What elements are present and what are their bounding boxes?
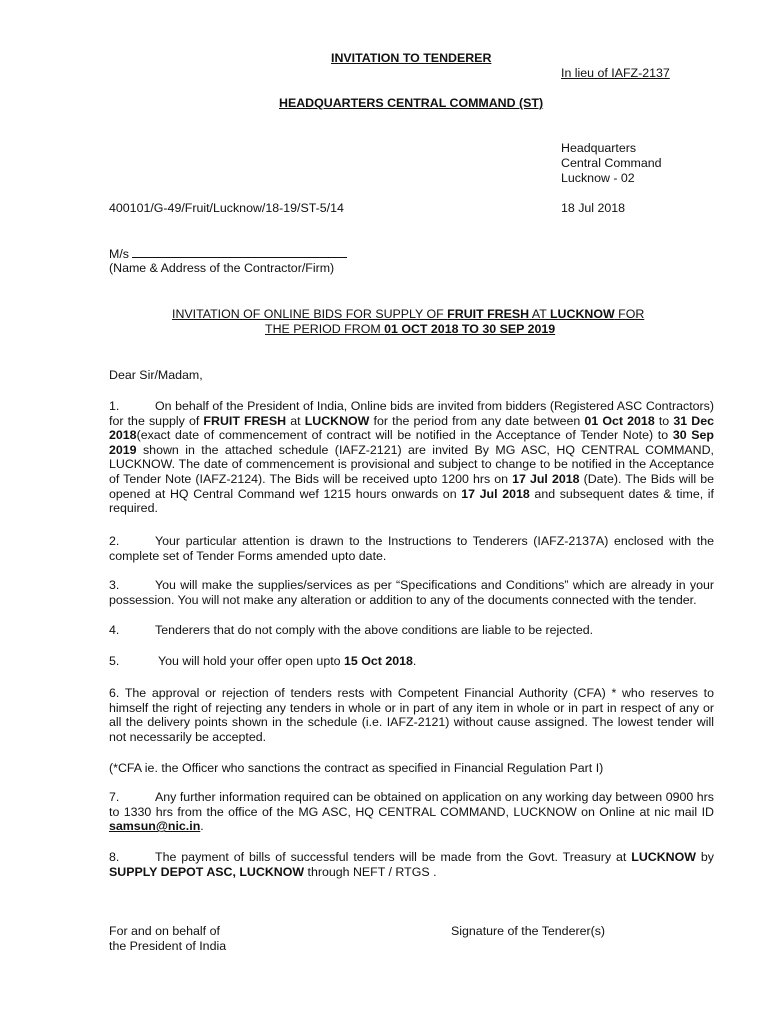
paragraph-8 <box>109 850 714 879</box>
subject-prefix: INVITATION OF ONLINE BIDS FOR SUPPLY OF <box>172 307 448 321</box>
p1-text-4: to <box>654 413 674 428</box>
p8-text-3: through NEFT / RTGS . <box>304 864 437 879</box>
p1-opening-date: 17 Jul 2018 <box>461 486 530 501</box>
subject-place: LUCKNOW <box>549 307 615 321</box>
address-line-1: Headquarters <box>561 141 637 155</box>
paragraph-number: 3. <box>109 578 120 592</box>
p5-date: 15 Oct 2018 <box>344 654 413 668</box>
p1-text-2: at <box>286 413 305 428</box>
addressee-line <box>109 246 347 262</box>
p1-text-7: (Date). The Bids will be opened at HQ Central Command wef 1215 hours onwards on <box>109 471 714 501</box>
p5-text: You will hold your offer open upto <box>158 654 344 668</box>
in-lieu-note: In lieu of IAFZ-2137 <box>561 66 670 80</box>
signatory-line-2: the President of India <box>109 939 227 953</box>
subject-period-prefix: THE PERIOD FROM <box>265 322 385 336</box>
p2-text: Your particular attention is drawn to the Instructions to Tenderers (IAFZ-2137A) enclosed with the complete set of Tender Forms amended upto date. <box>109 534 714 563</box>
paragraph-2 <box>109 534 714 563</box>
subject-for: FOR <box>614 307 645 321</box>
paragraph-6 <box>109 686 714 744</box>
p4-text: Tenderers that do not comply with the above conditions are liable to be rejected. <box>155 623 594 637</box>
paragraph-4 <box>109 623 714 638</box>
signatory-line-1: For and on behalf of <box>109 924 220 938</box>
p1-text-6: shown in the attached schedule (IAFZ-2121) are invited By MG ASC, HQ CENTRAL COMMAND, LUCKNOW. The date of commencement is provisional and subject to change to be notified in the Acceptance of Tender Note (IAFZ-2124). The Bids will be received upto 1200 hrs on <box>109 442 714 486</box>
p1-text-5: (exact date of commencement of contract will be notified in the Acceptance of Tender Note) to <box>136 428 673 443</box>
paragraph-number: 7. <box>109 790 120 804</box>
address-line-2: Central Command <box>561 156 662 170</box>
p5-end: . <box>412 654 417 668</box>
paragraph-number: 8. <box>109 850 120 864</box>
document-title: INVITATION TO TENDERER <box>331 51 492 65</box>
addressee-caption: (Name & Address of the Contractor/Firm) <box>109 261 335 275</box>
p1-start-date: 01 Oct 2018 <box>584 413 655 428</box>
p1-text-1: On behalf of the President of India, Online bids are invited from bidders (Registered ASC Contractors) for the supply of <box>109 399 714 428</box>
salutation: Dear Sir/Madam, <box>109 368 203 382</box>
letter-date: 18 Jul 2018 <box>561 201 626 215</box>
p1-place: LUCKNOW <box>304 413 370 428</box>
p1-item: FRUIT FRESH <box>203 413 287 428</box>
reference-number: 400101/G-49/Fruit/Lucknow/18-19/ST-5/14 <box>109 201 344 215</box>
paragraph-number: 2. <box>109 534 120 548</box>
p1-receipt-date: 17 Jul 2018 <box>512 471 580 486</box>
p3-text: You will make the supplies/services as per “Specifications and Conditions” which are already in your possession. You will not make any alteration or addition to any of the documents connected with the tender. <box>109 578 714 607</box>
p1-end-start-date: 31 Dec 2018 <box>109 413 715 443</box>
contractor-name-blank <box>132 246 347 258</box>
p8-text-2: by <box>695 850 714 864</box>
email-link[interactable]: samsun@nic.in <box>109 819 201 834</box>
tenderer-signature-label: Signature of the Tenderer(s) <box>451 924 606 938</box>
hq-title: HEADQUARTERS CENTRAL COMMAND (ST) <box>279 96 544 110</box>
p1-text-8: and subsequent dates & time, if required. <box>109 486 714 516</box>
p8-place: LUCKNOW <box>631 850 696 864</box>
paragraph-number: 5. <box>109 654 120 668</box>
p7-text: Any further information required can be obtained on application on any working day between 0900 hrs to 1330 hrs from the office of the MG ASC, HQ CENTRAL COMMAND, LUCKNOW on Online at nic mail ID <box>109 790 714 819</box>
p7-end: . <box>200 819 204 834</box>
subject-line-1 <box>172 307 644 322</box>
paragraph-5 <box>109 654 714 669</box>
cfa-note: (*CFA ie. the Officer who sanctions the contract as specified in Financial Regulation Part I) <box>109 761 604 775</box>
ms-label: M/s <box>109 247 129 261</box>
p6-text: 6. The approval or rejection of tenders rests with Competent Financial Authority (CFA) * who reserves to himself the right of rejecting any tenders in whole or in part of any item in whole or in part in respect of any or all the delivery points shown in the schedule (i.e. IAFZ-2121) without cause assigned. The lowest tender will not necessarily be accepted. <box>109 686 714 744</box>
paragraph-number: 1. <box>109 399 120 413</box>
address-line-3: Lucknow - 02 <box>561 171 635 185</box>
subject-period: 01 OCT 2018 TO 30 SEP 2019 <box>384 322 556 336</box>
paragraph-7 <box>109 790 714 834</box>
paragraph-3 <box>109 578 714 607</box>
p8-depot: SUPPLY DEPOT ASC, LUCKNOW <box>109 864 305 879</box>
paragraph-number: 4. <box>109 623 120 637</box>
subject-at: AT <box>529 307 550 321</box>
subject-line-2 <box>265 322 555 337</box>
paragraph-1 <box>109 399 714 516</box>
p8-text: The payment of bills of successful tenders will be made from the Govt. Treasury at <box>155 850 632 864</box>
p1-end-date: 30 Sep 2019 <box>109 428 715 457</box>
p1-text-3: for the period from any date between <box>369 413 585 428</box>
subject-item: FRUIT FRESH <box>447 307 530 321</box>
